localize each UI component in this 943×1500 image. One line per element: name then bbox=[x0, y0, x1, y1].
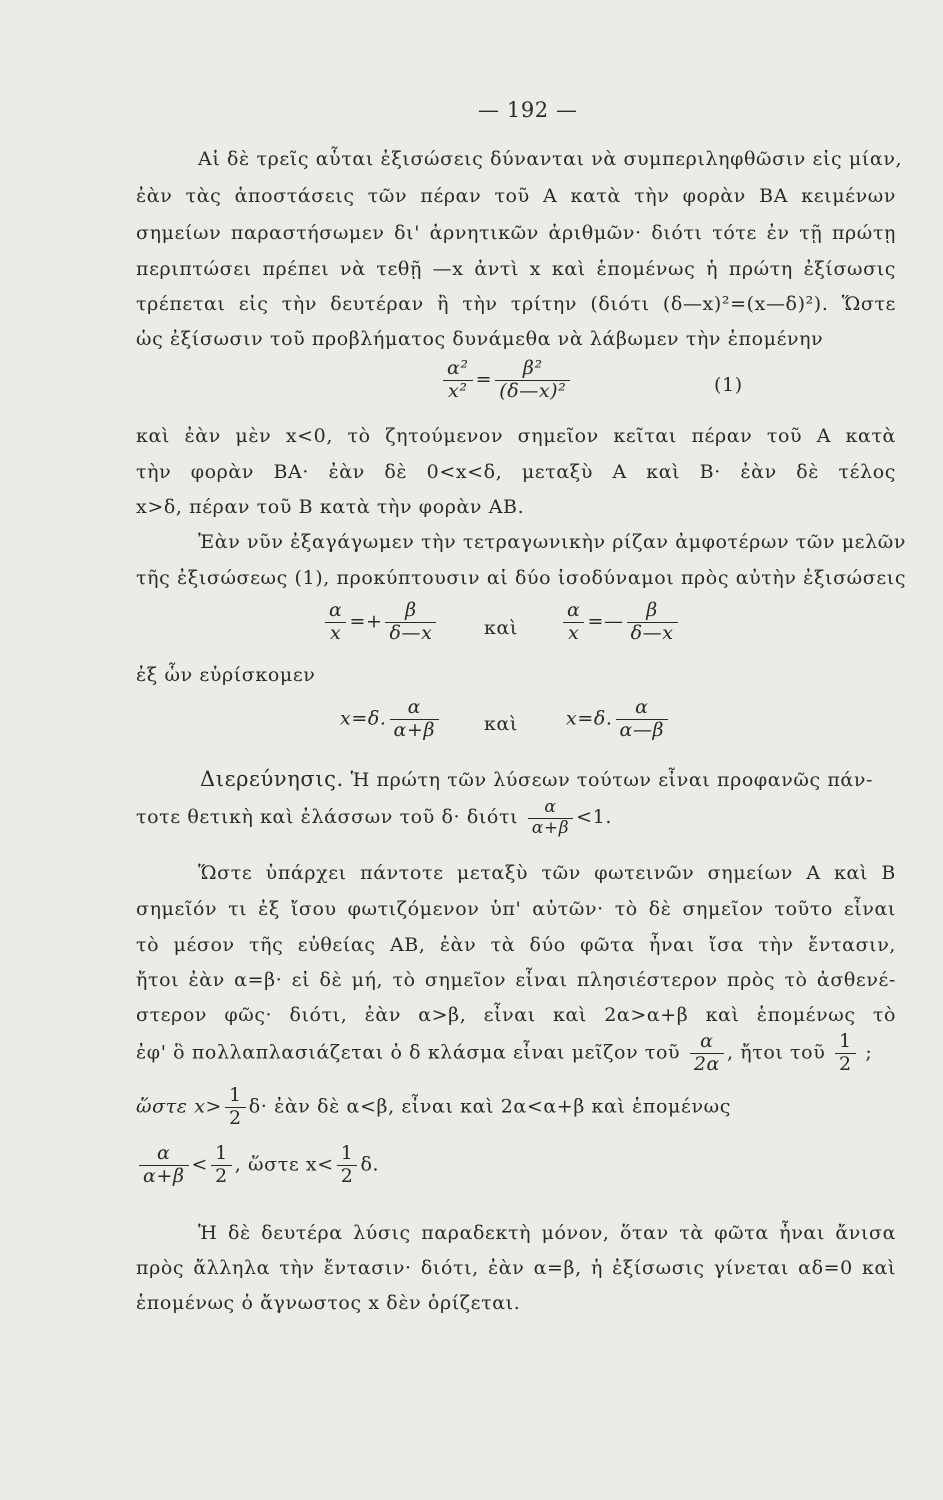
text-line: ἤτοι ἐὰν α=β· εἰ δὲ μή, τὸ σημεῖον εἶναι πλησιέστερον πρὸς τὸ ἀσθενέ- bbox=[136, 969, 896, 991]
fraction: $\frac{\alpha}{\alpha+\beta}$ bbox=[528, 798, 573, 838]
text-line: ἐφ' ὃ πολλαπλασιάζεται ὁ δ κλάσμα εἶναι μεῖζον τοῦ $\frac{\alpha}{2\alpha}$ , ἤτοι τοῦ $\frac{1}{2}$ ; bbox=[136, 1030, 873, 1075]
text-line: στερον φῶς· διότι, ἐὰν α>β, εἶναι καὶ 2α>α+β καὶ ἑπομένως τὸ bbox=[136, 1004, 896, 1026]
text-line: Ἡ δὲ δευτέρα λύσις παραδεκτὴ μόνον, ὅταν τὰ φῶτα ἦναι ἄνισα bbox=[198, 1222, 896, 1244]
text-line: Ὥστε ὑπάρχει πάντοτε μεταξὺ τῶν φωτεινῶν σημείων Α καὶ Β bbox=[198, 862, 896, 884]
fraction: $\frac{\beta}{\delta—x}$ bbox=[627, 600, 678, 645]
fraction: $\frac{\alpha}{x}$ bbox=[325, 600, 346, 645]
fraction: $\frac{\alpha}{x}$ bbox=[563, 600, 584, 645]
text-line: ὡς ἐξίσωσιν τοῦ προβλήματος δυνάμεθα νὰ λάβωμεν τὴν ἑπομένην bbox=[136, 328, 824, 350]
text-line: ἐξ ὧν εὑρίσκομεν bbox=[136, 664, 316, 686]
text-line: περιπτώσει πρέπει νὰ τεθῇ —x ἀντὶ x καὶ ἑπομένως ἡ πρώτη ἐξίσωσις bbox=[136, 258, 896, 280]
fraction: $\frac{1}{2}$ bbox=[211, 1143, 232, 1188]
fraction: $\frac{\text{α²}}{\text{x²}}$ bbox=[443, 358, 473, 403]
text-line: σημείων παραστήσωμεν δι' ἀρνητικῶν ἀριθμῶν· διότι τότε ἐν τῇ πρώτῃ bbox=[136, 222, 896, 244]
equation-3: $\frac{\alpha}{x}$ =— $\frac{\beta}{\delta—x}$ bbox=[560, 600, 681, 645]
equation-label: (1) bbox=[714, 374, 743, 396]
text-line: x>δ, πέραν τοῦ Β κατὰ τὴν φορὰν ΑΒ. bbox=[136, 496, 525, 518]
equation-2: $\frac{\alpha}{x}$ =+ $\frac{\beta}{\delta—x}$ bbox=[322, 600, 439, 645]
fraction: $\frac{1}{2}$ bbox=[337, 1143, 358, 1188]
equation-1: $\frac{\text{α²}}{\text{x²}}$ = $\frac{\text{β²}}{\text{(δ—x)²}}$ bbox=[440, 358, 573, 403]
text-line: σημεῖόν τι ἐξ ἴσου φωτιζόμενον ὑπ' αὐτῶν· τὸ δὲ σημεῖον τοῦτο εἶναι bbox=[136, 898, 896, 920]
text-line: ἑπομένως ὁ ἄγνωστος x δὲν ὁρίζεται. bbox=[136, 1292, 521, 1314]
solution-2: x=δ. $\frac{\alpha}{\alpha—\beta}$ bbox=[566, 697, 671, 742]
fraction: $\frac{\alpha}{\alpha+\beta}$ bbox=[390, 697, 440, 742]
text-line: πρὸς ἄλληλα τὴν ἔντασιν· διότι, ἐὰν α=β, ἡ ἐξίσωσις γίνεται αδ=0 καὶ bbox=[136, 1257, 896, 1279]
text-line: τὴν φορὰν ΒΑ· ἐὰν δὲ 0<x<δ, μεταξὺ Α καὶ Β· ἐὰν δὲ τέλος bbox=[136, 461, 896, 483]
fraction: $\frac{1}{2}$ bbox=[225, 1085, 246, 1130]
text-line: ὥστε x> $\frac{1}{2}$ δ· ἐὰν δὲ α<β, εἶναι καὶ 2α<α+β καὶ ἑπομένως bbox=[136, 1084, 731, 1129]
page-number: — 192 — bbox=[478, 98, 578, 122]
text-line: $\frac{\alpha}{\alpha+\beta}$ < $\frac{1}{2}$ , ὥστε x< $\frac{1}{2}$ δ. bbox=[136, 1143, 379, 1188]
fraction: $\frac{1}{2}$ bbox=[835, 1031, 856, 1076]
text-line: Διερεύνησις. Ἡ πρώτη τῶν λύσεων τούτων εἶναι προφανῶς πάν- bbox=[200, 767, 874, 791]
fraction: $\frac{\beta}{\delta—x}$ bbox=[385, 600, 436, 645]
text-line: τῆς ἐξισώσεως (1), προκύπτουσιν αἱ δύο ἰσοδύναμοι πρὸς αὐτὴν ἐξισώσεις bbox=[136, 567, 907, 589]
text-line: Ἐὰν νῦν ἐξαγάγωμεν τὴν τετραγωνικὴν ρίζαν ἀμφοτέρων τῶν μελῶν bbox=[198, 531, 907, 553]
text-line: ἐὰν τὰς ἀποστάσεις τῶν πέραν τοῦ Α κατὰ τὴν φορὰν ΒΑ κειμένων bbox=[136, 185, 896, 207]
text-line: τὸ μέσον τῆς εὐθείας ΑΒ, ἐὰν τὰ δύο φῶτα ἦναι ἴσα τὴν ἔντασιν, bbox=[136, 934, 896, 956]
text-line: Αἱ δὲ τρεῖς αὗται ἐξισώσεις δύνανται νὰ συμπεριληφθῶσιν εἰς μίαν, bbox=[198, 148, 903, 170]
conjunction: καὶ bbox=[484, 617, 518, 639]
text-line: τρέπεται εἰς τὴν δευτέραν ἢ τὴν τρίτην (διότι (δ—x)²=(x—δ)²). Ὥστε bbox=[136, 293, 896, 315]
section-title: Διερεύνησις. bbox=[200, 767, 344, 791]
solution-1: x=δ. $\frac{\alpha}{\alpha+\beta}$ bbox=[340, 697, 442, 742]
conjunction: καὶ bbox=[484, 713, 518, 735]
text-line: τοτε θετικὴ καὶ ἐλάσσων τοῦ δ· διότι $\frac{\alpha}{\alpha+\beta}$ <1. bbox=[136, 797, 612, 838]
fraction: $\frac{\alpha}{2\alpha}$ bbox=[690, 1031, 724, 1076]
fraction: $\frac{\text{β²}}{\text{(δ—x)²}}$ bbox=[495, 358, 570, 403]
fraction: $\frac{\alpha}{\alpha—\beta}$ bbox=[616, 697, 669, 742]
fraction: $\frac{\alpha}{\alpha+\beta}$ bbox=[139, 1143, 189, 1188]
text-line: καὶ ἐὰν μὲν x<0, τὸ ζητούμενον σημεῖον κεῖται πέραν τοῦ Α κατὰ bbox=[136, 425, 896, 447]
